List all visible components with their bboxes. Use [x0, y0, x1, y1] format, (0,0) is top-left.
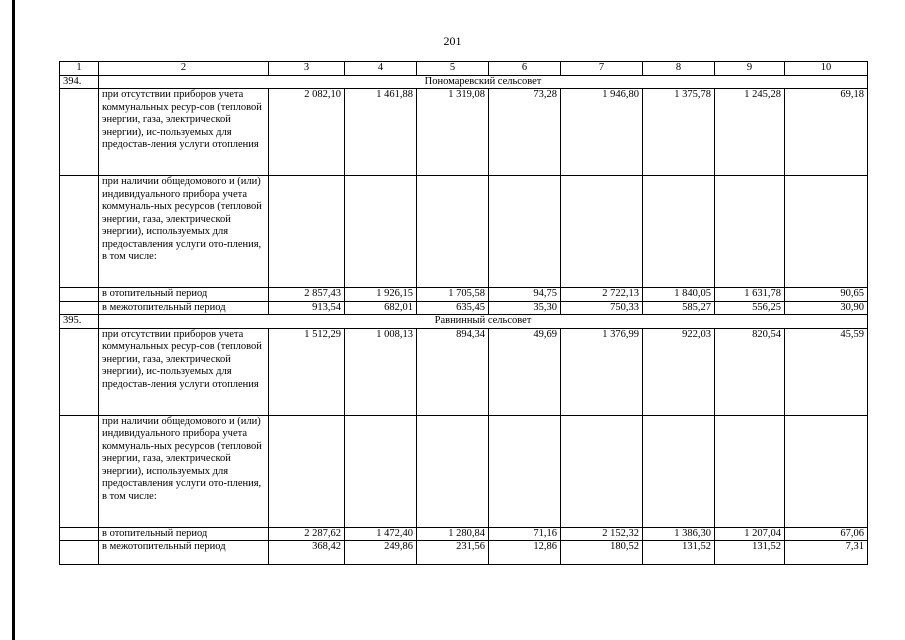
value-cell: 2 287,62 — [269, 527, 345, 541]
table-row — [60, 301, 868, 315]
filler-cell — [60, 554, 99, 565]
row-number-cell — [60, 541, 99, 554]
value-cell: 45,59 — [785, 328, 868, 415]
table-body — [60, 62, 868, 565]
value-cell: 249,86 — [345, 541, 417, 554]
section-title: Равнинный сельсовет — [99, 315, 868, 329]
section-title-row — [60, 315, 868, 329]
table-bottom-filler — [60, 554, 868, 565]
filler-cell — [489, 554, 561, 565]
value-cell — [269, 415, 345, 527]
value-cell: 2 857,43 — [269, 288, 345, 302]
value-cell: 1 376,99 — [561, 328, 643, 415]
row-label: в отопительный период — [99, 527, 269, 541]
value-cell: 1 705,58 — [417, 288, 489, 302]
section-number: 394. — [60, 75, 99, 89]
value-cell: 750,33 — [561, 301, 643, 315]
col-header-4: 4 — [345, 62, 417, 76]
value-cell: 1 840,05 — [643, 288, 715, 302]
value-cell: 49,69 — [489, 328, 561, 415]
col-header-5: 5 — [417, 62, 489, 76]
col-header-6: 6 — [489, 62, 561, 76]
value-cell: 67,06 — [785, 527, 868, 541]
value-cell: 94,75 — [489, 288, 561, 302]
row-number-cell — [60, 89, 99, 176]
row-label: при отсутствии приборов учета коммунальных ресур-сов (тепловой энергии, газа, электрической энергии), ис-пользуемых для предостав-ления услуги отопления — [99, 328, 269, 415]
col-header-8: 8 — [643, 62, 715, 76]
section-title-row — [60, 75, 868, 89]
value-cell: 682,01 — [345, 301, 417, 315]
value-cell: 1 512,29 — [269, 328, 345, 415]
table-row — [60, 527, 868, 541]
value-cell: 71,16 — [489, 527, 561, 541]
value-cell: 368,42 — [269, 541, 345, 554]
filler-cell — [269, 554, 345, 565]
filler-cell — [417, 554, 489, 565]
value-cell: 1 008,13 — [345, 328, 417, 415]
value-cell — [785, 176, 868, 288]
value-cell: 913,54 — [269, 301, 345, 315]
value-cell: 180,52 — [561, 541, 643, 554]
filler-cell — [561, 554, 643, 565]
value-cell — [643, 176, 715, 288]
value-cell: 1 280,84 — [417, 527, 489, 541]
value-cell: 1 631,78 — [715, 288, 785, 302]
value-cell — [489, 415, 561, 527]
value-cell: 1 245,28 — [715, 89, 785, 176]
col-header-9: 9 — [715, 62, 785, 76]
row-label: при отсутствии приборов учета коммунальных ресур-сов (тепловой энергии, газа, электрической энергии), ис-пользуемых для предостав-ления услуги отопления — [99, 89, 269, 176]
row-label: в отопительный период — [99, 288, 269, 302]
value-cell: 1 375,78 — [643, 89, 715, 176]
value-cell: 2 152,32 — [561, 527, 643, 541]
value-cell — [269, 176, 345, 288]
row-number-cell — [60, 176, 99, 288]
value-cell: 90,65 — [785, 288, 868, 302]
row-label: в межотопительный период — [99, 301, 269, 315]
header-row — [60, 62, 868, 76]
filler-cell — [643, 554, 715, 565]
value-cell: 1 207,04 — [715, 527, 785, 541]
section-number: 395. — [60, 315, 99, 329]
row-number-cell — [60, 415, 99, 527]
col-header-1: 1 — [60, 62, 99, 76]
value-cell: 35,30 — [489, 301, 561, 315]
value-cell: 30,90 — [785, 301, 868, 315]
col-header-3: 3 — [269, 62, 345, 76]
value-cell: 131,52 — [715, 541, 785, 554]
col-header-7: 7 — [561, 62, 643, 76]
value-cell: 1 926,15 — [345, 288, 417, 302]
value-cell — [715, 415, 785, 527]
value-cell: 1 946,80 — [561, 89, 643, 176]
value-cell: 820,54 — [715, 328, 785, 415]
value-cell — [643, 415, 715, 527]
value-cell: 2 082,10 — [269, 89, 345, 176]
table-row — [60, 176, 868, 288]
value-cell: 2 722,13 — [561, 288, 643, 302]
table-row — [60, 541, 868, 554]
value-cell: 894,34 — [417, 328, 489, 415]
value-cell: 7,31 — [785, 541, 868, 554]
row-number-cell — [60, 527, 99, 541]
table-row — [60, 89, 868, 176]
value-cell — [345, 176, 417, 288]
value-cell — [561, 176, 643, 288]
value-cell — [345, 415, 417, 527]
row-number-cell — [60, 288, 99, 302]
table-row — [60, 328, 868, 415]
value-cell: 556,25 — [715, 301, 785, 315]
value-cell: 1 319,08 — [417, 89, 489, 176]
filler-cell — [345, 554, 417, 565]
row-label: в межотопительный период — [99, 541, 269, 554]
value-cell: 73,28 — [489, 89, 561, 176]
row-label: при наличии общедомового и (или) индивидуального прибора учета коммуналь-ных ресурсов (тепловой энергии, газа, электрической энергии), используемых для предоставления услуги ото-пления, в том числе: — [99, 415, 269, 527]
value-cell — [489, 176, 561, 288]
value-cell: 231,56 — [417, 541, 489, 554]
value-cell: 12,86 — [489, 541, 561, 554]
value-cell: 1 386,30 — [643, 527, 715, 541]
page-binding-line — [12, 0, 15, 640]
value-cell: 1 472,40 — [345, 527, 417, 541]
filler-cell — [715, 554, 785, 565]
row-label: при наличии общедомового и (или) индивидуального прибора учета коммуналь-ных ресурсов (тепловой энергии, газа, электрической энергии), используемых для предоставления услуги ото-пления, в том числе: — [99, 176, 269, 288]
value-cell: 585,27 — [643, 301, 715, 315]
value-cell — [561, 415, 643, 527]
row-number-cell — [60, 301, 99, 315]
tariff-table — [59, 61, 868, 565]
filler-cell — [99, 554, 269, 565]
filler-cell — [785, 554, 868, 565]
section-title: Пономаревский сельсовет — [99, 75, 868, 89]
value-cell: 69,18 — [785, 89, 868, 176]
value-cell — [417, 176, 489, 288]
value-cell — [715, 176, 785, 288]
value-cell: 922,03 — [643, 328, 715, 415]
value-cell: 131,52 — [643, 541, 715, 554]
col-header-2: 2 — [99, 62, 269, 76]
value-cell: 1 461,88 — [345, 89, 417, 176]
value-cell — [417, 415, 489, 527]
value-cell — [785, 415, 868, 527]
col-header-10: 10 — [785, 62, 868, 76]
table-row — [60, 288, 868, 302]
table-row — [60, 415, 868, 527]
value-cell: 635,45 — [417, 301, 489, 315]
page-number: 201 — [443, 34, 462, 48]
row-number-cell — [60, 328, 99, 415]
